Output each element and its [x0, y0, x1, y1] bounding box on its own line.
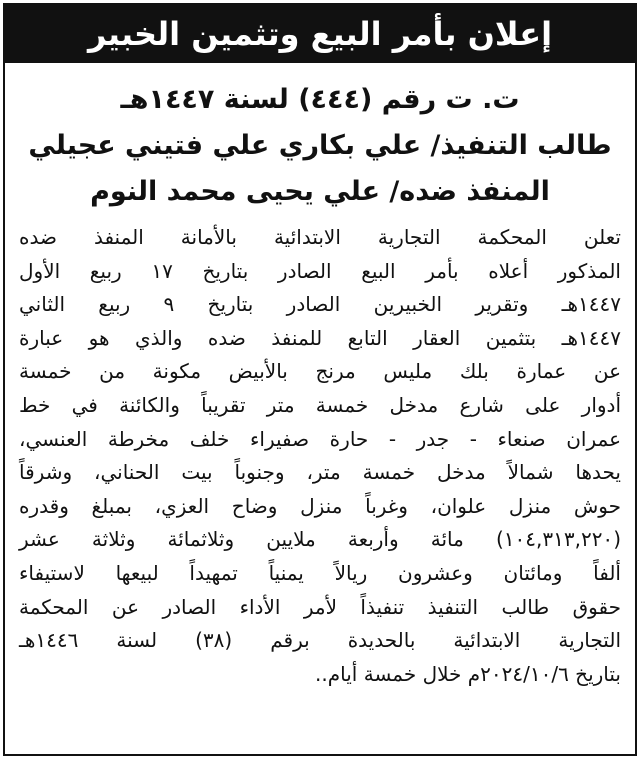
body-line: يحدها شمالاً مدخل خمسة متر، وجنوباً بيت الحناني، وشرقاً — [19, 460, 621, 485]
notice-title: إعلان بأمر البيع وتثمين الخبير — [87, 15, 553, 53]
applicant-line: طالب التنفيذ/ علي بكاري علي فتيني عجيلي — [28, 130, 612, 161]
body-line: تعلن المحكمة التجارية الابتدائية بالأمانة المنفذ ضده — [19, 225, 621, 249]
body-line: عمران صنعاء - جدر - حارة صفيراء خلف مخرطة العنسي، — [19, 426, 621, 451]
body-line: حوش منزل علوان، وغرباً منزل وضاح العزي، بمبلغ وقدره — [19, 493, 621, 518]
notice-title-banner — [5, 5, 635, 63]
body-line: المذكور أعلاه بأمر البيع الصادر بتاريخ ١٧ ربيع الأول — [19, 258, 621, 283]
body-line: (١٠٤,٣١٣,٢٢٠) مائة وأربعة ملايين وثلاثمائة وثلاثة عشر — [19, 527, 621, 552]
body-line: ١٤٤٧هـ وتقرير الخبيرين الصادر بتاريخ ٩ ربيع الثاني — [19, 292, 621, 317]
body-line: ألفاً ومائتان وعشرون ريالاً يمنياً تمهيداً لبيعها لاستيفاء — [19, 560, 621, 585]
case-number: ت. ت رقم (٤٤٤) لسنة ١٤٤٧هـ — [120, 84, 520, 115]
body-line: أدوار على شارع مدخل خمسة متر تقريباً والكائنة في خط — [19, 392, 621, 417]
body-line: عن عمارة بلك مليس مرنج بالأبيض مكونة من خمسة — [19, 359, 621, 384]
notice-body — [5, 215, 635, 691]
body-line: بتاريخ ٢٠٢٤/١٠/٦م خلال خمسة أيام.. — [315, 661, 621, 686]
body-line: التجارية الابتدائية بالحديدة برقم (٣٨) لسنة ١٤٤٦هـ — [19, 628, 621, 653]
body-line: ١٤٤٧هـ بتثمين العقار التابع للمنفذ ضده والذي هو عبارة — [19, 325, 621, 350]
respondent-line: المنفذ ضده/ علي يحيى محمد النوم — [90, 176, 550, 207]
sale-notice — [3, 3, 637, 756]
case-headings — [5, 63, 635, 215]
body-line: حقوق طالب التنفيذ تنفيذاً لأمر الأداء الصادر عن المحكمة — [19, 594, 621, 619]
